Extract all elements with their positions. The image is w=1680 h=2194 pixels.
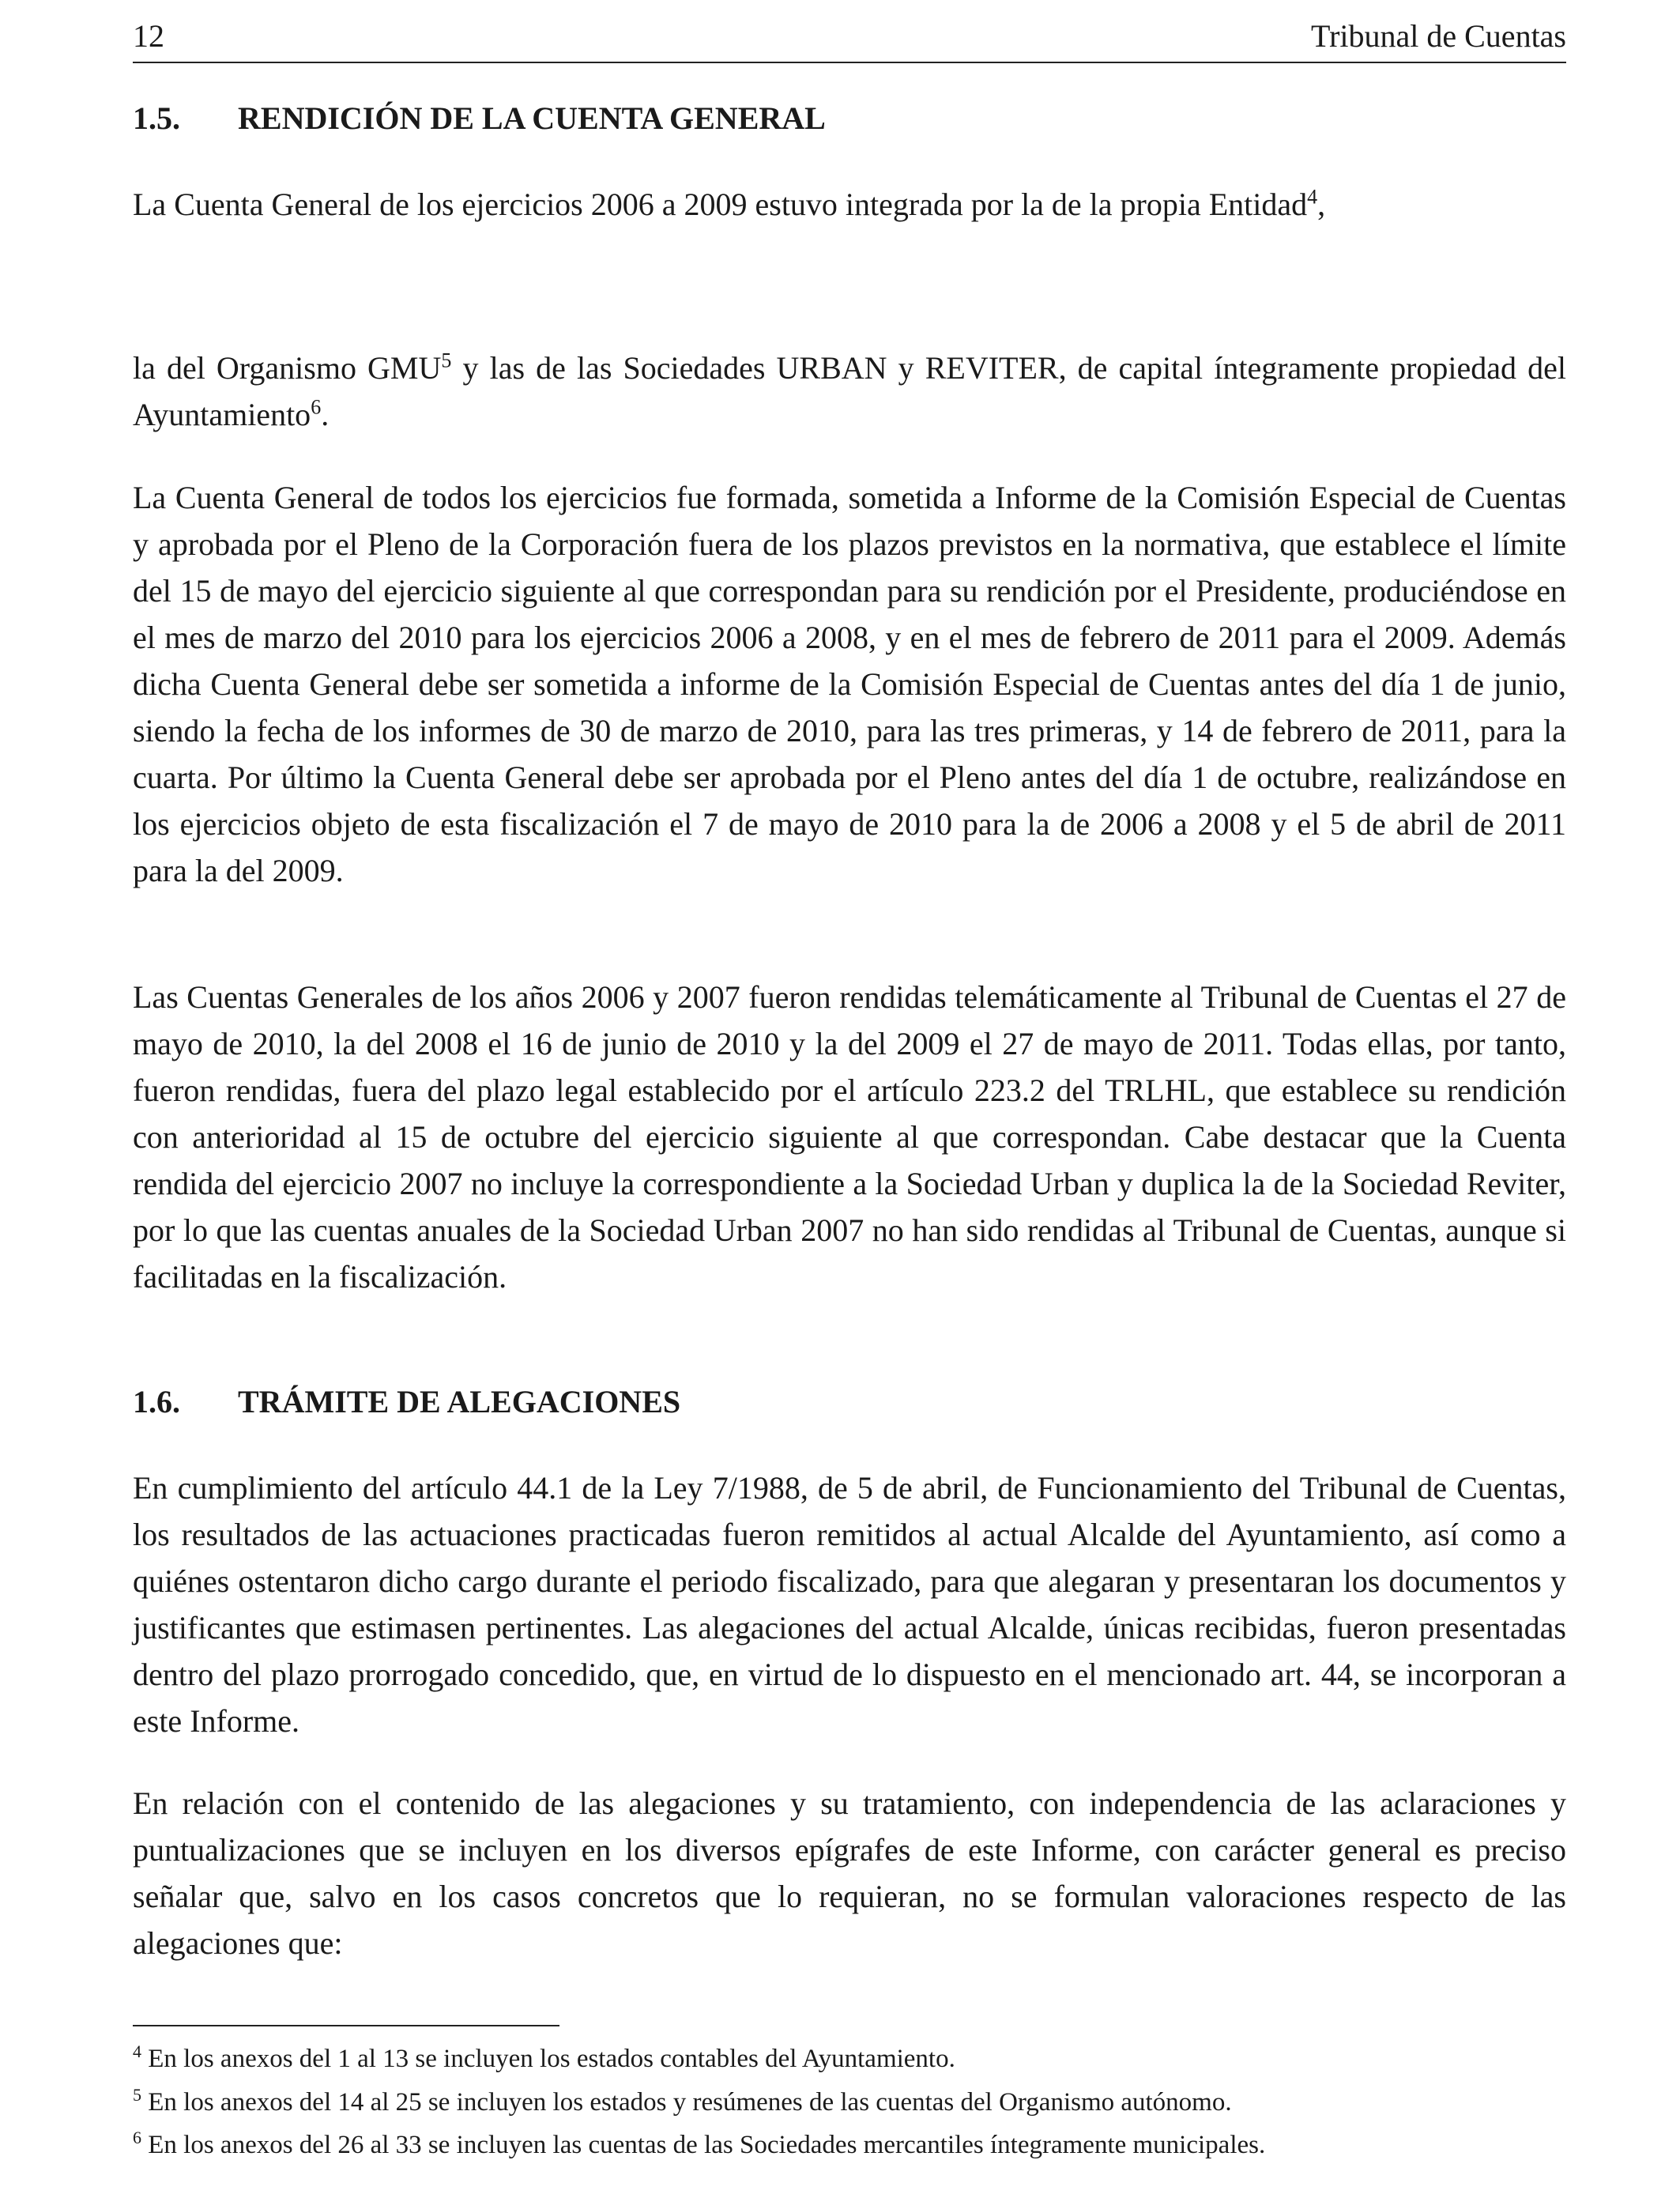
paragraph-cuenta-general-integration: la del Organismo GMU$^5$ y las de las Sociedades URBAN y REVITER, de capital íntegramente propiedad del Ayuntamiento$^6$. [133, 349, 1566, 432]
section-heading-1-6 [133, 1383, 680, 1420]
section-number: 1.5. [133, 100, 180, 136]
footnote-ref-4[interactable]: 4 [1307, 185, 1318, 209]
section-title: RENDICIÓN DE LA CUENTA GENERAL [238, 100, 826, 136]
page-header [133, 17, 1566, 63]
paragraph-cumplimiento-articulo: En cumplimiento del artículo 44.1 de la Ley 7/1988, de 5 de abril, de Funcionamiento del Tribunal de Cuentas, los resultados de las actuaciones practicadas fueron remitidos al actual Alcalde del Ayuntamiento, así como a quiénes ostentaron dicho cargo durante el periodo fiscalizado, para que alegaran y presentaran los documentos y justificantes que estimasen pertinentes. Las alegaciones del actual Alcalde, únicas recibidas, fueron presentadas dentro del plazo prorrogado concedido, que, en virtud de lo dispuesto en el mencionado art. 44, se incorporan a este Informe. [133, 1470, 1566, 1739]
footnote-5: $^5$ En los anexos del 14 al 25 se incluyen los estados y resúmenes de las cuentas del Organismo autónomo. [133, 2085, 1232, 2117]
footnote-6: $^6$ En los anexos del 26 al 33 se incluyen las cuentas de las Sociedades mercantiles íntegramente municipales. [133, 2128, 1266, 2159]
footnote-separator [133, 2025, 559, 2026]
footnote-4: $^4$ En los anexos del 1 al 13 se incluyen los estados contables del Ayuntamiento. [133, 2041, 955, 2073]
running-title: Tribunal de Cuentas [1311, 18, 1566, 54]
paragraph-relacion-alegaciones: En relación con el contenido de las alegaciones y su tratamiento, con independencia de las aclaraciones y puntualizaciones que se incluyen en los diversos epígrafes de este Informe, con carácter general es preciso señalar que, salvo en los casos concretos que lo requieran, no se formulan valoraciones respecto de las alegaciones que: [133, 1785, 1566, 1961]
paragraph-rendicion-telematica: Las Cuentas Generales de los años 2006 y 2007 fueron rendidas telemáticamente al Tribunal de Cuentas el 27 de mayo de 2010, la del 2008 el 16 de junio de 2010 y la del 2009 el 27 de mayo de 2011. Todas ellas, por tanto, fueron rendidas, fuera del plazo legal establecido por el artículo 223.2 del TRLHL, que establece su rendición con anterioridad al 15 de octubre del ejercicio siguiente al que correspondan. Cabe destacar que la Cuenta rendida del ejercicio 2007 no incluye la correspondiente a la Sociedad Urban y duplica la de la Sociedad Reviter, por lo que las cuentas anuales de la Sociedad Urban 2007 no han sido rendidas al Tribunal de Cuentas, aunque si facilitadas en la fiscalización. [133, 979, 1566, 1295]
paragraph-plazos-aprobacion: La Cuenta General de todos los ejercicios fue formada, sometida a Informe de la Comisión Especial de Cuentas y aprobada por el Pleno de la Corporación fuera de los plazos previstos en la normativa, que establece el límite del 15 de mayo del ejercicio siguiente al que correspondan para su rendición por el Presidente, produciéndose en el mes de marzo del 2010 para los ejercicios 2006 a 2008, y en el mes de febrero de 2011 para el 2009. Además dicha Cuenta General debe ser sometida a informe de la Comisión Especial de Cuentas antes del día 1 de junio, siendo la fecha de los informes de 30 de marzo de 2010, para las tres primeras, y 14 de febrero de 2011, para la cuarta. Por último la Cuenta General debe ser aprobada por el Pleno antes del día 1 de octubre, realizándose en los ejercicios objeto de esta fiscalización el 7 de mayo de 2010 para la de 2006 a 2008 y el 5 de abril de 2011 para la del 2009. [133, 480, 1566, 888]
footnote-ref-6[interactable]: 6 [311, 395, 322, 419]
paragraph-cuenta-general-intro: La Cuenta General de los ejercicios 2006 a 2009 estuvo integrada por la de la propia Entidad$^4$, [133, 185, 1326, 222]
section-title: TRÁMITE DE ALEGACIONES [238, 1384, 681, 1419]
page-number: 12 [133, 18, 164, 54]
footnote-ref-5[interactable]: 5 [441, 349, 452, 372]
section-number: 1.6. [133, 1384, 180, 1419]
section-heading-1-5 [133, 100, 826, 137]
